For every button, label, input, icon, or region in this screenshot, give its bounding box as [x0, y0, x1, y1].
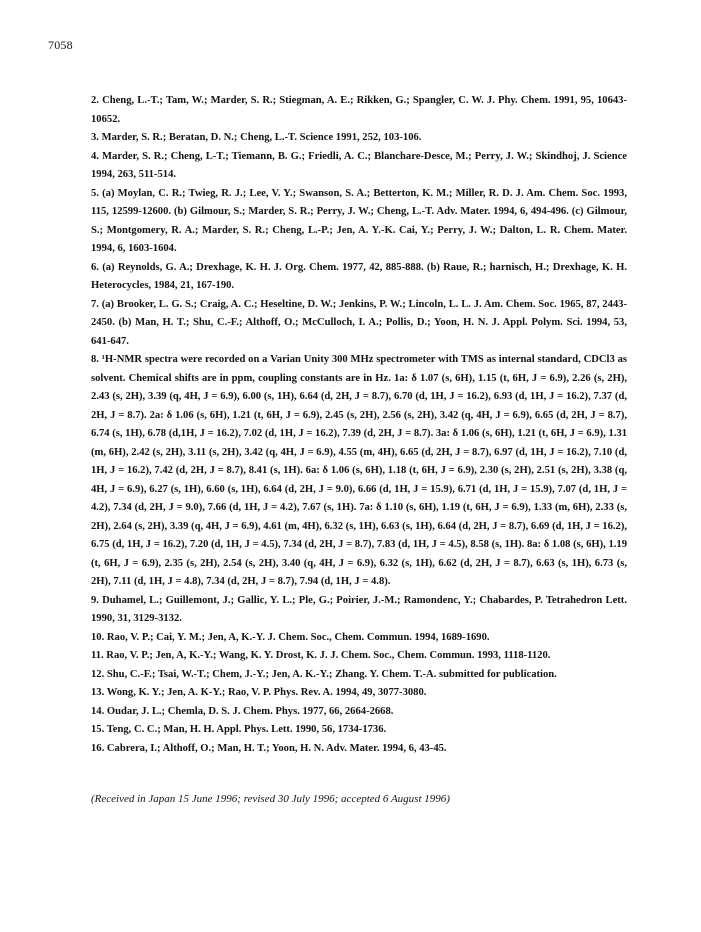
page-number: 7058 — [48, 38, 73, 52]
reference-9: 9. Duhamel, L.; Guillemont, J.; Gallic, Y. L.; Ple, G.; Poirier, J.-M.; Ramondenc, Y.; Chabardes, P. Tetrahedron Lett. 1990, 31, 3129-3132. — [91, 594, 627, 624]
reference-13: 13. Wong, K. Y.; Jen, A. K-Y.; Rao, V. P. Phys. Rev. A. 1994, 49, 3077-3080. — [91, 687, 427, 698]
reference-3: 3. Marder, S. R.; Beratan, D. N.; Cheng, L.-T. Science 1991, 252, 103-106. — [91, 132, 422, 143]
reference-6: 6. (a) Reynolds, G. A.; Drexhage, K. H. J. Org. Chem. 1977, 42, 885-888. (b) Raue, R.; harnisch, H.; Drexhage, K. H. Heterocycles, 1984, 21, 167-190. — [91, 261, 627, 291]
reference-2: 2. Cheng, L.-T.; Tam, W.; Marder, S. R.; Stiegman, A. E.; Rikken, G.; Spangler, C. W. J. Phy. Chem. 1991, 95, 10643-10652. — [91, 95, 627, 125]
reference-11: 11. Rao, V. P.; Jen, A, K.-Y.; Wang, K. Y. Drost, K. J. J. Chem. Soc., Chem. Commun. 1993, 1118-1120. — [91, 650, 551, 661]
reference-14: 14. Oudar, J. L.; Chemla, D. S. J. Chem. Phys. 1977, 66, 2664-2668. — [91, 705, 394, 717]
reference-16: 16. Cabrera, I.; Althoff, O.; Man, H. T.; Yoon, H. N. Adv. Mater. 1994, 6, 43-45. — [91, 742, 447, 754]
reference-7: 7. (a) Brooker, L. G. S.; Craig, A. C.; Heseltine, D. W.; Jenkins, P. W.; Lincoln, L. L. J. Am. Chem. Soc. 1965, 87, 2443-2450. (b) Man, H. T.; Shu, C.-F.; Althoff, O.; McCulloch, I. A.; Pollis, D.; Yoon, H. N. J. Appl. Polym. Sci. 1994, 53, 641-647. — [91, 298, 627, 347]
reference-5: 5. (a) Moylan, C. R.; Twieg, R. J.; Lee, V. Y.; Swanson, S. A.; Betterton, K. M.; Miller, R. D. J. Am. Chem. Soc. 1993, 115, 12599-12600. (b) Gilmour, S.; Marder, S. R.; Perry, J. W.; Cheng, L.-T. Adv. Mater. 1994, 6, 494-496. (c) Gilmour, S.; Montgomery, R. A.; Marder, S. R.; Cheng, L.-P.; Jen, A. Y.-K. Cai, Y.; Perry, J. W.; Dalton, L. R. Chem. Mater. 1994, 6, 1603-1604. — [91, 187, 627, 254]
reference-12: 12. Shu, C.-F.; Tsai, W.-T.; Chem, J.-Y.; Jen, A. K.-Y.; Zhang. Y. Chem. T.-A. submitted for publication. — [91, 668, 557, 680]
references-list — [91, 92, 627, 758]
reference-8: 8. ¹H-NMR spectra were recorded on a Varian Unity 300 MHz spectrometer with TMS as internal standard, CDCl3 as solvent. Chemical shifts are in ppm, coupling constants are in Hz. 1a: δ 1.07 (s, 6H), 1.15 (t, 6H, J = 6.9), 2.26 (s, 2H), 2.43 (s, 2H), 3.39 (q, 4H, J = 6.9), 6.00 (s, 1H), 6.64 (d, 2H, J = 8.7), 6.70 (d, 1H, J = 16.2), 6.93 (d, 1H, J = 16.2), 7.37 (d, 2H, J = 8.7). 2a: δ 1.06 (s, 6H), 1.21 (t, 6H, J = 6.9), 2.45 (s, 2H), 2.56 (s, 2H), 3.42 (q, 4H, J = 6.9), 6.65 (d, 2H, J = 8.7), 6.74 (s, 1H), 6.78 (d,1H, J = 16.2), 7.02 (d, 1H, J = 16.2), 7.39 (d, 2H, J = 8.7). 3a: δ 1.06 (s, 6H), 1.21 (t, 6H, J = 6.9), 1.31 (m, 6H), 2.42 (s, 2H), 3.11 (s, 2H), 3.42 (q, 4H, J = 6.9), 4.55 (m, 4H), 6.65 (d, 2H, J = 8.7), 6.97 (d, 1H, J = 16.2), 7.10 (d, 1H, J = 16.2), 7.42 (d, 2H, J = 8.7), 8.41 (s, 1H). 6a: δ 1.06 (s, 6H), 1.18 (t, 6H, J = 6.9), 2.30 (s, 2H), 2.51 (s, 2H), 3.38 (q, 4H, J = 6.9), 6.27 (s, 1H), 6.60 (s, 1H), 6.64 (d, 2H, J = 9.0), 6.66 (d, 1H, J = 15.9), 6.71 (d, 1H, J = 15.9), 7.07 (d, 1H, J = 4.2), 7.34 (d, 2H, J = 9.0), 7.66 (d, 1H, J = 4.2), 7.67 (s, 1H). 7a: δ 1.10 (s, 6H), 1.19 (t, 6H, J = 6.9), 1.33 (m, 6H), 2.33 (s, 2H), 2.64 (s, 2H), 3.39 (q, 4H, J = 6.9), 4.61 (m, 4H), 6.32 (s, 1H), 6.63 (s, 1H), 6.64 (d, 2H, J = 8.7), 6.69 (d, 1H, J = 16.2), 6.75 (d, 1H, J = 16.2), 7.20 (d, 1H, J = 4.5), 7.34 (d, 2H, J = 8.7), 7.83 (d, 1H, J = 4.5), 8.58 (s, 1H). 8a: δ 1.08 (s, 6H), 1.19 (t, 6H, J = 6.9), 2.35 (s, 2H), 2.54 (s, 2H), 3.40 (q, 4H, J = 6.9), 6.32 (s, 1H), 6.62 (d, 2H, J = 8.7), 6.63 (s, 1H), 6.73 (s, 2H), 7.11 (d, 1H, J = 4.8), 7.34 (d, 2H, J = 8.7), 7.94 (d, 1H, J = 4.8). — [91, 354, 628, 587]
reference-15: 15. Teng, C. C.; Man, H. H. Appl. Phys. Lett. 1990, 56, 1734-1736. — [91, 724, 387, 735]
reference-10: 10. Rao, V. P.; Cai, Y. M.; Jen, A, K.-Y. J. Chem. Soc., Chem. Commun. 1994, 1689-1690. — [91, 631, 490, 643]
reference-4: 4. Marder, S. R.; Cheng, L-T.; Tiemann, B. G.; Friedli, A. C.; Blanchare-Desce, M.; Perry, J. W.; Skindhoj, J. Science 1994, 263, 511-514. — [91, 150, 627, 180]
received-dates: (Received in Japan 15 June 1996; revised 30 July 1996; accepted 6 August 1996) — [91, 793, 450, 805]
